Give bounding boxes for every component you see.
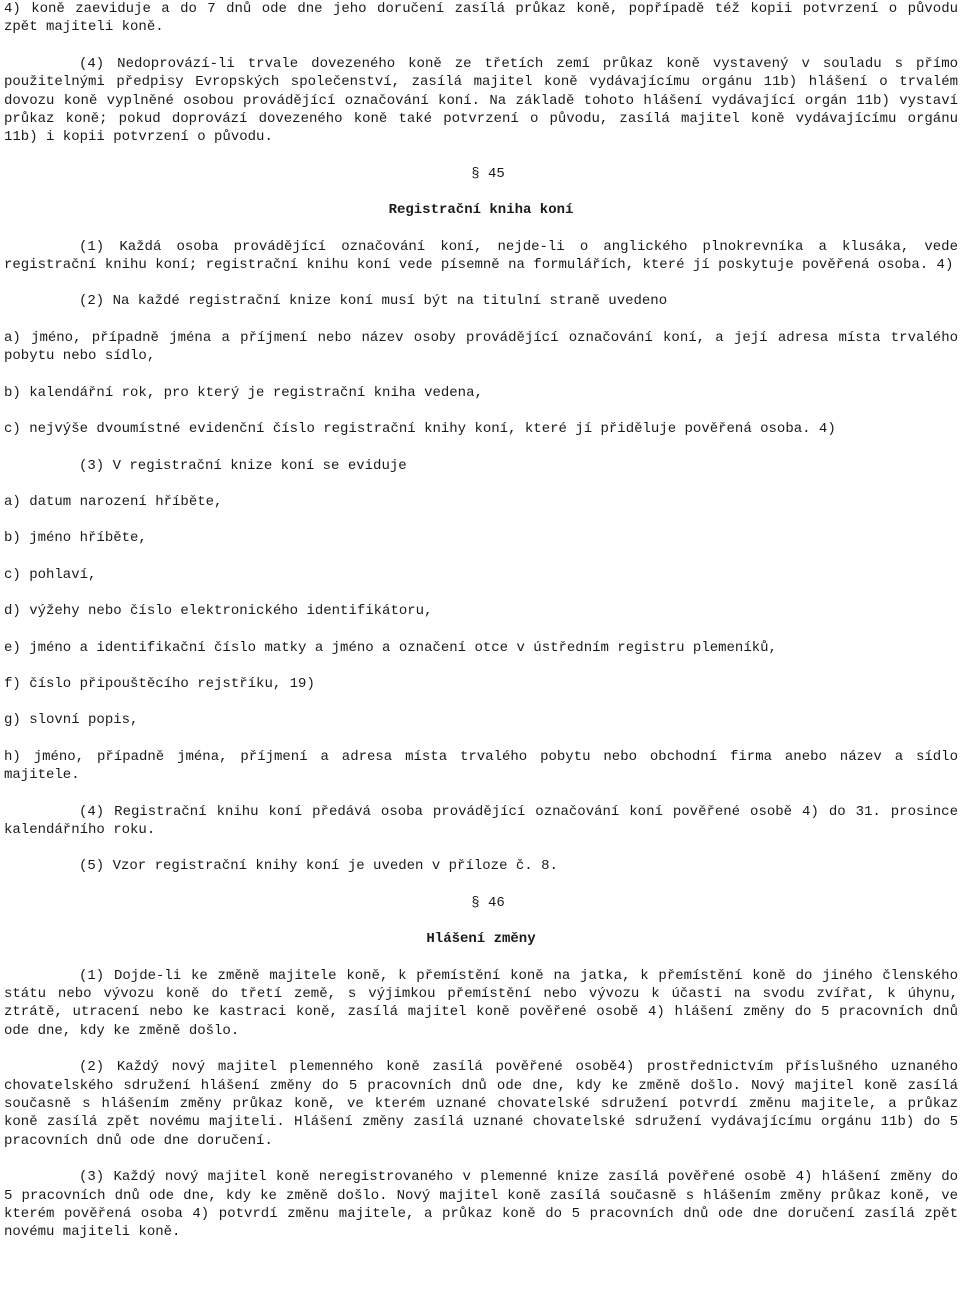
- section-45-item-3c: c) pohlaví,: [4, 566, 97, 583]
- section-45-item-3a: a) datum narození hříběte,: [4, 493, 223, 510]
- section-46-mark: § 46: [471, 894, 505, 911]
- section-46-paragraph-3: (3) Každý nový majitel koně neregistrovaného v plemenné knize zasílá pověřené osobě 4) hlášení změny do 5 pracovních dnů ode dne, kdy ke změně došlo. Nový majitel koně zasílá současně s hlášením změny průkaz koně, ve kterém pověřená osoba 4) potvrdí změnu majitele, a průkaz koně do 5 pracovních dnů ode dne doručení zasílá zpět novému majiteli koně.: [4, 1169, 958, 1241]
- section-46-paragraph-1: (1) Dojde-li ke změně majitele koně, k přemístění koně na jatka, k přemístění koně do jiného členského státu nebo vývozu koně do třetí země, s výjimkou přemístění nebo vývozu k účasti na svodu zvířat, k úhynu, ztrátě, utracení nebo ke kastraci koně, zasílá majitel koně pověřené osobě 4) hlášení změny do 5 pracovních dnů ode dne, kdy ke změně došlo.: [4, 967, 958, 1039]
- section-45-paragraph-4: (4) Registrační knihu koní předává osoba provádějící označování koní pověřené osobě 4) do 31. prosince kalendářního roku.: [4, 803, 958, 838]
- section-46-paragraph-2: (2) Každý nový majitel plemenného koně zasílá pověřené osobě4) prostřednictvím příslušného uznaného chovatelského sdružení hlášení změny do 5 pracovních dnů ode dne, kdy ke změně došlo. Nový majitel koně zasílá současně s hlášením změny průkaz koně, ve kterém uznané chovatelské sdružení potvrdí změnu majitele, a průkaz koně zasílá zpět novému majiteli. Hlášení změny zasílá uznané chovatelské sdružení vydávajícímu orgánu 11b) do 5 pracovních dnů ode dne doručení.: [4, 1059, 958, 1149]
- section-45-item-3h: h) jméno, případně jména, příjmení a adresa místa trvalého pobytu nebo obchodní firma anebo název a sídlo majitele.: [4, 748, 958, 784]
- intro-paragraph: 4) koně zaeviduje a do 7 dnů ode dne jeho doručení zasílá průkaz koně, popřípadě též kopii potvrzení o původu zpět majiteli koně.: [4, 1, 958, 36]
- section-45-item-3e: e) jméno a identifikační číslo matky a jméno a označení otce v ústředním registru plemeníků,: [4, 639, 777, 656]
- section-45-item-2c: c) nejvýše dvoumístné evidenční číslo registrační knihy koní, které jí přiděluje pověřená osoba. 4): [4, 421, 836, 438]
- section-45-paragraph-5: (5) Vzor registrační knihy koní je uveden v příloze č. 8.: [79, 858, 558, 875]
- section-45-mark: § 45: [471, 165, 505, 182]
- section-45-item-3b: b) jméno hříběte,: [4, 530, 147, 547]
- section-46-title: Hlášení změny: [426, 931, 536, 948]
- section-45-item-2b: b) kalendářní rok, pro který je registrační kniha vedena,: [4, 384, 483, 401]
- section-45-item-2a: a) jméno, případně jména a příjmení nebo název osoby provádějící označování koní, a její adresa místa trvalého pobytu nebo sídlo,: [4, 329, 958, 365]
- section-45-item-3g: g) slovní popis,: [4, 712, 139, 729]
- section-45-paragraph-1: (1) Každá osoba provádějící označování koní, nejde-li o anglického plnokrevníka a klusáka, vede registrační knihu koní; registrační knihu koní vede písemně na formulářích, které jí poskytuje pověřená osoba. 4): [4, 238, 958, 274]
- section-45-item-3f: f) číslo připouštěcího rejstříku, 19): [4, 675, 315, 692]
- section-45-title: Registrační kniha koní: [388, 202, 574, 219]
- section-44-paragraph-4: (4) Nedoprovází-li trvale dovezeného koně ze třetích zemí průkaz koně vystavený v souladu s přímo použitelnými předpisy Evropských společenství, zasílá majitel koně vydávajícímu orgánu 11b) hlášení o trvalém dovozu koně vyplněné osobou provádějící označování koní. Na základě tohoto hlášení vydávající orgán 11b) vystaví průkaz koně; pokud doprovází dovezeného koně také potvrzení o původu, zasílá majitel koně vydávajícímu orgánu 11b) i kopii potvrzení o původu.: [4, 55, 958, 146]
- section-45-item-3d: d) výžehy nebo číslo elektronického identifikátoru,: [4, 603, 433, 620]
- section-45-paragraph-2: (2) Na každé registrační knize koní musí být na titulní straně uvedeno: [79, 293, 668, 310]
- section-45-paragraph-3: (3) V registrační knize koní se eviduje: [79, 457, 407, 474]
